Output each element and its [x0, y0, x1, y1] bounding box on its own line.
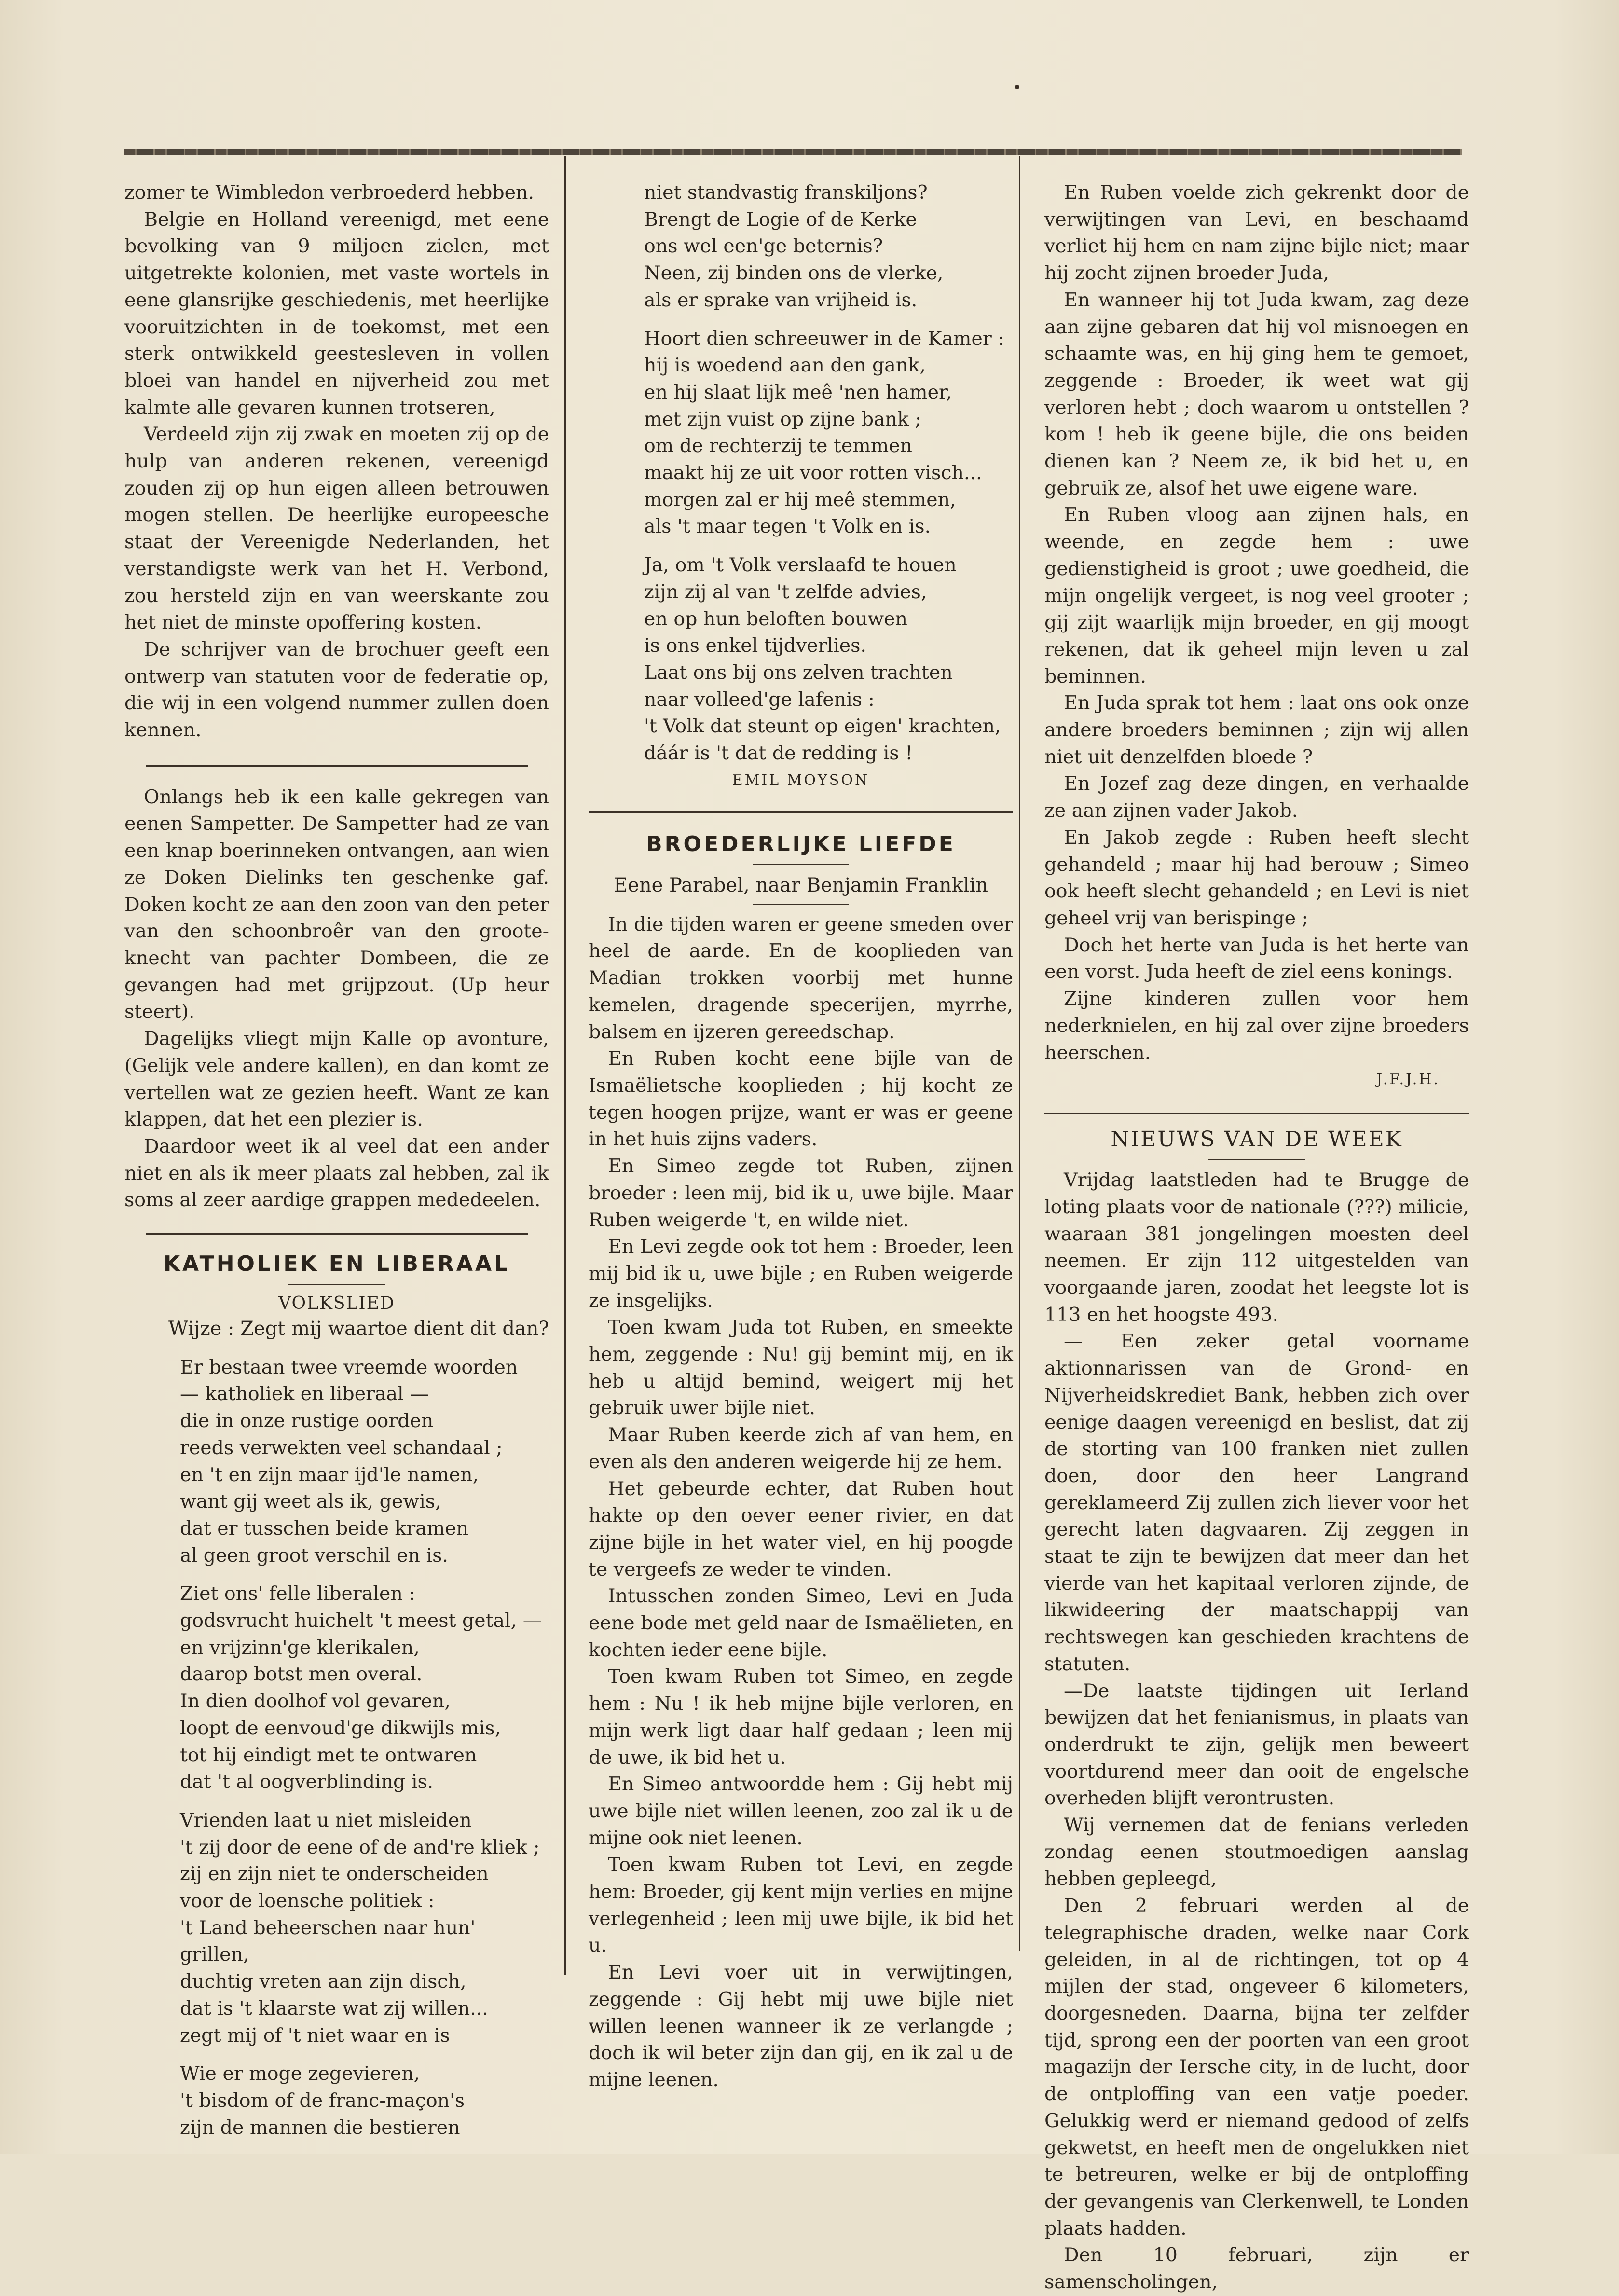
verse-line: is ons enkel tijdverlies. [644, 634, 866, 657]
verse-line: en op hun beloften bouwen [644, 607, 907, 630]
verse-line: al geen groot verschil en is. [180, 1544, 448, 1567]
verse-line: morgen zal er hij meê stemmen, [644, 488, 956, 511]
article-paragraph: Verdeeld zijn zij zwak en moeten zij op de hulp van anderen rekenen, vereenigd zouden zij op hun eigen alleen betrouwen mogen stellen. De heerlijke europeesche staat der Vereenigde Nederlanden, het verstandigste werk van het H. Verbond, zou hersteld zijn en van weerskante zou het niet de minste opoffering kosten. [124, 423, 549, 634]
verse-line: 't Land beheerschen naar hun' grillen, [180, 1916, 476, 1966]
parable-paragraph: En Ruben kocht eene bijle van de Ismaëlietsche kooplieden ; hij kocht ze tegen hoogen prijze, want er was er geene in het huis zijns vaders. [589, 1047, 1013, 1151]
parable-paragraph: Doch het herte van Juda is het herte van een vorst. Juda heeft de ziel eens konings. [1044, 934, 1469, 983]
parable-paragraph: En Ruben voelde zich gekrenkt door de verwijtingen van Levi, en beschaamd verliet hij hem en nam zijne bijle niet; maar hij zocht zijnen broeder Juda, [1044, 181, 1469, 285]
verse-line: reeds verwekten veel schandaal ; [180, 1436, 503, 1459]
news-paragraph: —De laatste tijdingen uit Ierland bewijzen dat het fenianismus, in plaats van onderdrukt te zijn, gelijk men beweert voortdurend meer dan ooit de engelsche overheden blijft verontrusten. [1044, 1679, 1469, 1810]
verse-line: Er bestaan twee vreemde woorden [180, 1356, 518, 1378]
verse-line: Laat ons bij ons zelven trachten [644, 661, 953, 684]
parable-paragraph: En Juda sprak tot hem : laat ons ook onze andere broeders beminnen ; zijn wij allen niet uit denzelfden bloede ? [1044, 692, 1469, 768]
parable-paragraph: En Ruben vloog aan zijnen hals, en weende, en zegde hem : uwe gedienstigheid is groot ; uwe goedheid, die mijn ongelijk vergeet, is nog veel grooter ; gij zijt waarlijk mijn broeder, en gij moogt rekenen, dat ik geheel mijn leven u zal beminnen. [1044, 504, 1469, 687]
kalle-paragraph: Daardoor weet ik al veel dat een ander niet en als ik meer plaats zal hebben, zal ik soms al zeer aardige grappen mededeelen. [124, 1135, 549, 1211]
verse-line: voor de loensche politiek : [180, 1890, 435, 1912]
verse-line: 't zij door de eene of de and're kliek ; [180, 1836, 540, 1858]
parable-paragraph: En Levi voer uit in verwijtingen, zeggende : Gij hebt mij uwe bijle niet willen leenen wanneer ik ze verlangde ; doch ik wil beter zijn dan gij, en ik zal u de mijne leenen. [589, 1961, 1013, 2091]
article-paragraph: De schrijver van de brochuer geeft een ontwerp van statuten voor de federatie op, die wij in een volgend nummer zullen doen kennen. [124, 638, 549, 742]
section-rule [146, 1233, 528, 1235]
kalle-paragraph: Dagelijks vliegt mijn Kalle op avonture, (Gelijk vele andere kallen), en dan komt ze vertellen wat ze gezien heeft. Want ze kan klappen, dat het een plezier is. [124, 1028, 549, 1131]
verse-line: 't Volk dat steunt op eigen' krachten, [644, 715, 1001, 738]
heading-rule [288, 1284, 385, 1285]
poem-stanza-3 [124, 1807, 549, 2049]
poem-stanza-4 [124, 2061, 549, 2141]
poem-stanza-7 [589, 552, 1013, 767]
parable-paragraph: En wanneer hij tot Juda kwam, zag deze aan zijne gebaren dat hij vol misnoegen en schaamte was, en hij ging hem te gemoet, zeggende : Broeder, ik weet wat gij verloren hebt ; doch waarom u ontstellen ? kom ! heb ik geene bijle, die ons beiden dienen kan ? Neem ze, ik bid het u, en gebruik ze, alsof het uwe eigene ware. [1044, 289, 1469, 499]
news-paragraph: Den 10 februari, zijn er samenscholingen, [1044, 2244, 1469, 2294]
verse-line: zij en zijn niet te onderscheiden [180, 1863, 489, 1885]
article-paragraph: zomer te Wimbledon verbroederd hebben. [124, 181, 535, 204]
verse-line: daarop botst men overal. [180, 1663, 423, 1686]
section-rule [1044, 1113, 1469, 1114]
column-2 [589, 179, 1013, 2094]
verse-line: ons wel een'ge beternis? [644, 235, 883, 258]
news-paragraph: — Een zeker getal voorname aktionnarissen van de Grond- en Nijverheidskrediet Bank, hebben zich over eenige daagen vereenigd en beslist, dat zij de storting van 100 franken niet zullen doen, door den heer Langrand gereklameerd Zij zullen zich liever voor het gerecht laten dagvaaren. Zij zeggen in staat te zijn te bewijzen dat meer dan het vierde van het kapitaal verloren zijnde, de likwideering der maatschappij van rechtswegen kan geschieden krachtens de statuten. [1044, 1330, 1469, 1675]
verse-line: loopt de eenvoud'ge dikwijls mis, [180, 1717, 501, 1739]
article-paragraph: Belgie en Holland vereenigd, met eene bevolking van 9 miljoen zielen, met uitgetrekte kolonien, met vaste wortels in eene glansrijke geschiedenis, met heerlijke vooruitzichten in de toekomst, met een sterk ontwikkeld geestesleven in vollen bloei van handel en nijverheid zou met kalmte alle gevaren kunnen trotseren, [124, 208, 549, 419]
parable-paragraph: Het gebeurde echter, dat Ruben hout hakte op den oever eener rivier, en dat zijne bijle in het water viel, en hij poogde te vergeefs ze weder te vinden. [589, 1477, 1013, 1581]
verse-line: 't bisdom of de franc-maçon's [180, 2090, 465, 2112]
column-3 [1044, 179, 1469, 2296]
verse-line: dat er tusschen beide kramen [180, 1517, 469, 1540]
poem-author: EMIL MOYSON [732, 771, 870, 789]
verse-line: Neen, zij binden ons de vlerke, [644, 262, 944, 285]
heading-nieuws-van-de-week: NIEUWS VAN DE WEEK [1111, 1127, 1403, 1152]
verse-line: Brengt de Logie of de Kerke [644, 208, 917, 231]
verse-line: dat is 't klaarste wat zij willen... [180, 1997, 488, 2020]
parable-paragraph: En Jozef zag deze dingen, en verhaalde ze aan zijnen vader Jakob. [1044, 772, 1469, 822]
verse-line: en vrijzinn'ge klerikalen, [180, 1636, 420, 1659]
verse-line: zijn de mannen die bestieren [180, 2116, 460, 2139]
verse-line: tot hij eindigt met te ontwaren [180, 1744, 477, 1766]
verse-line: Hoort dien schreeuwer in de Kamer : [644, 327, 1004, 350]
parable-paragraph: Maar Ruben keerde zich af van hem, en even als den anderen weigerde hij ze hem. [589, 1424, 1013, 1473]
verse-line: als er sprake van vrijheid is. [644, 289, 918, 311]
verse-line: In dien doolhof vol gevaren, [180, 1690, 451, 1713]
parable-paragraph: In die tijden waren er geene smeden over heel de aarde. En de kooplieden van Madian trokken voorbij met hunne kemelen, dragende specerijen, myrrhe, balsem en ijzeren gereedschap. [589, 913, 1013, 1043]
poem-stanza-1 [124, 1354, 549, 1569]
column-1 [124, 179, 549, 2141]
heading-broederlijke-liefde: BROEDERLIJKE LIEFDE [646, 831, 956, 856]
verse-line: als 't maar tegen 't Volk en is. [644, 515, 931, 538]
parable-paragraph: En Levi zegde ook tot hem : Broeder, leen mij bid ik u, uwe bijle ; en Ruben weigerde ze insgelijks. [589, 1236, 1013, 1312]
parable-paragraph: Toen kwam Juda tot Ruben, en smeekte hem, zeggende : Nu! gij bemint mij, en ik heb u altijd bemind, weigert mij het gebruik uwer bijle niet. [589, 1316, 1013, 1419]
verse-line: niet standvastig franskiljons? [644, 181, 928, 204]
subheading-volkslied: VOLKSLIED [278, 1293, 395, 1314]
verse-line: want gij weet als ik, gewis, [180, 1490, 441, 1513]
poem-stanza-2 [124, 1581, 549, 1796]
parable-paragraph: En Simeo zegde tot Ruben, zijnen broeder : leen mij, bid ik u, uwe bijle. Maar Ruben weigerde 't, en wilde niet. [589, 1155, 1013, 1231]
verse-line: duchtig vreten aan zijn disch, [180, 1970, 466, 1993]
news-paragraph: Den 2 februari werden al de telegraphische draden, welke naar Cork geleiden, in al de richtingen, tot op 4 mijlen der stad, ongeveer 6 kilometers, doorgesneden. Daarna, bijna ter zelfder tijd, sprong een der poorten van een groot magazijn der Iersche city, in de lucht, door de ontploffing van een vatje poeder. Gelukkig werd er niemand gedood of zelfs gekwetst, en heeft men de ongelukken niet te betreuren, welke er bij de ontploffing der gevangenis van Clerkenwell, te Londen plaats hadden. [1044, 1895, 1469, 2240]
parable-paragraph: Zijne kinderen zullen voor hem nederknielen, en hij zal over zijne broeders heerschen. [1044, 988, 1469, 1064]
section-rule [146, 765, 528, 767]
verse-line: dáár is 't dat de redding is ! [644, 742, 913, 765]
news-paragraph: Wij vernemen dat de fenians verleden zondag eenen stoutmoedigen aanslag hebben gepleegd, [1044, 1814, 1469, 1890]
header-rule [124, 149, 1462, 155]
verse-line: godsvrucht huichelt 't meest getal, — [180, 1609, 542, 1632]
verse-line: Wie er moge zegevieren, [180, 2062, 420, 2085]
subtitle-rule [753, 904, 849, 905]
heading-rule [1208, 1159, 1305, 1160]
heading-katholiek-en-liberaal: KATHOLIEK EN LIBERAAL [163, 1251, 510, 1277]
poem-stanza-6 [589, 326, 1013, 541]
parable-paragraph: Toen kwam Ruben tot Levi, en zegde hem: Broeder, gij kent mijn verlies en mijne verlegenheid ; leen mij uwe bijle, ik bid het u. [589, 1854, 1013, 1957]
verse-line: hij is woedend aan den gank, [644, 354, 926, 377]
heading-rule [753, 864, 849, 865]
column-divider-2 [1019, 156, 1020, 1951]
verse-line: en hij slaat lijk meê 'nen hamer, [644, 381, 952, 403]
verse-line: om de rechterzij te temmen [644, 435, 912, 457]
article-signature: J.F.J.H. [1376, 1071, 1440, 1088]
verse-line: Ja, om 't Volk verslaafd te houen [644, 554, 957, 577]
kalle-paragraph: Onlangs heb ik een kalle gekregen van eenen Sampetter. De Sampetter had ze van een knap boerinneken ontvangen, aan wien ze Doken Dielinks ten geschenke gaf. Doken kocht ze aan den zoon van den peter van den schoonbroêr van den groote-knecht van pachter Dombeen, die ze gevangen had met grijpzout. (Up heur steert). [124, 785, 549, 1023]
parable-paragraph: Toen kwam Ruben tot Simeo, en zegde hem : Nu ! ik heb mijne bijle verloren, en mijn werk ligt daar half gedaan ; leen mij de uwe, ik bid het u. [589, 1665, 1013, 1769]
verse-line: Ziet ons' felle liberalen : [180, 1582, 415, 1605]
verse-line: naar volleed'ge lafenis : [644, 688, 875, 711]
verse-line: zegt mij of 't niet waar en is [180, 2024, 450, 2047]
verse-line: die in onze rustige oorden [180, 1410, 434, 1432]
verse-line: dat 't al oogverblinding is. [180, 1771, 434, 1793]
ink-dot [1015, 85, 1019, 89]
verse-line: maakt hij ze uit voor rotten visch... [644, 462, 982, 484]
news-paragraph: Vrijdag laatstleden had te Brugge de loting plaats voor de nationale (???) milicie, waaraan 381 jongelingen moesten deel neemen. Er zijn 112 uitgestelden van voorgaande jaren, zoodat het leegste lot is 113 en het hoogste 493. [1044, 1169, 1469, 1326]
parable-paragraph: En Jakob zegde : Ruben heeft slecht gehandeld ; maar hij had berouw ; Simeo ook heeft slecht gehandeld ; en Levi is niet geheel vrij van berispinge ; [1044, 826, 1469, 929]
verse-line: met zijn vuist op zijne bank ; [644, 408, 921, 430]
poem-stanza-5 [589, 179, 1013, 314]
parable-paragraph: En Simeo antwoordde hem : Gij hebt mij uwe bijle niet willen leenen, zoo zal ik u de mijne ook niet leenen. [589, 1773, 1013, 1849]
verse-line: — katholiek en liberaal — [180, 1383, 429, 1405]
parable-paragraph: Intusschen zonden Simeo, Levi en Juda eene bode met geld naar de Ismaëlieten, en kochten ieder eene bijle. [589, 1585, 1013, 1661]
tune-line: Wijze : Zegt mij waartoe dient dit dan? [168, 1318, 549, 1340]
verse-line: zijn zij al van 't zelfde advies, [644, 580, 927, 603]
verse-line: en 't en zijn maar ijd'le namen, [180, 1463, 479, 1486]
parable-subtitle: Eene Parabel, naar Benjamin Franklin [613, 874, 988, 896]
verse-line: Vrienden laat u niet misleiden [180, 1809, 472, 1831]
section-rule [589, 811, 1013, 813]
column-divider-1 [564, 156, 566, 1975]
